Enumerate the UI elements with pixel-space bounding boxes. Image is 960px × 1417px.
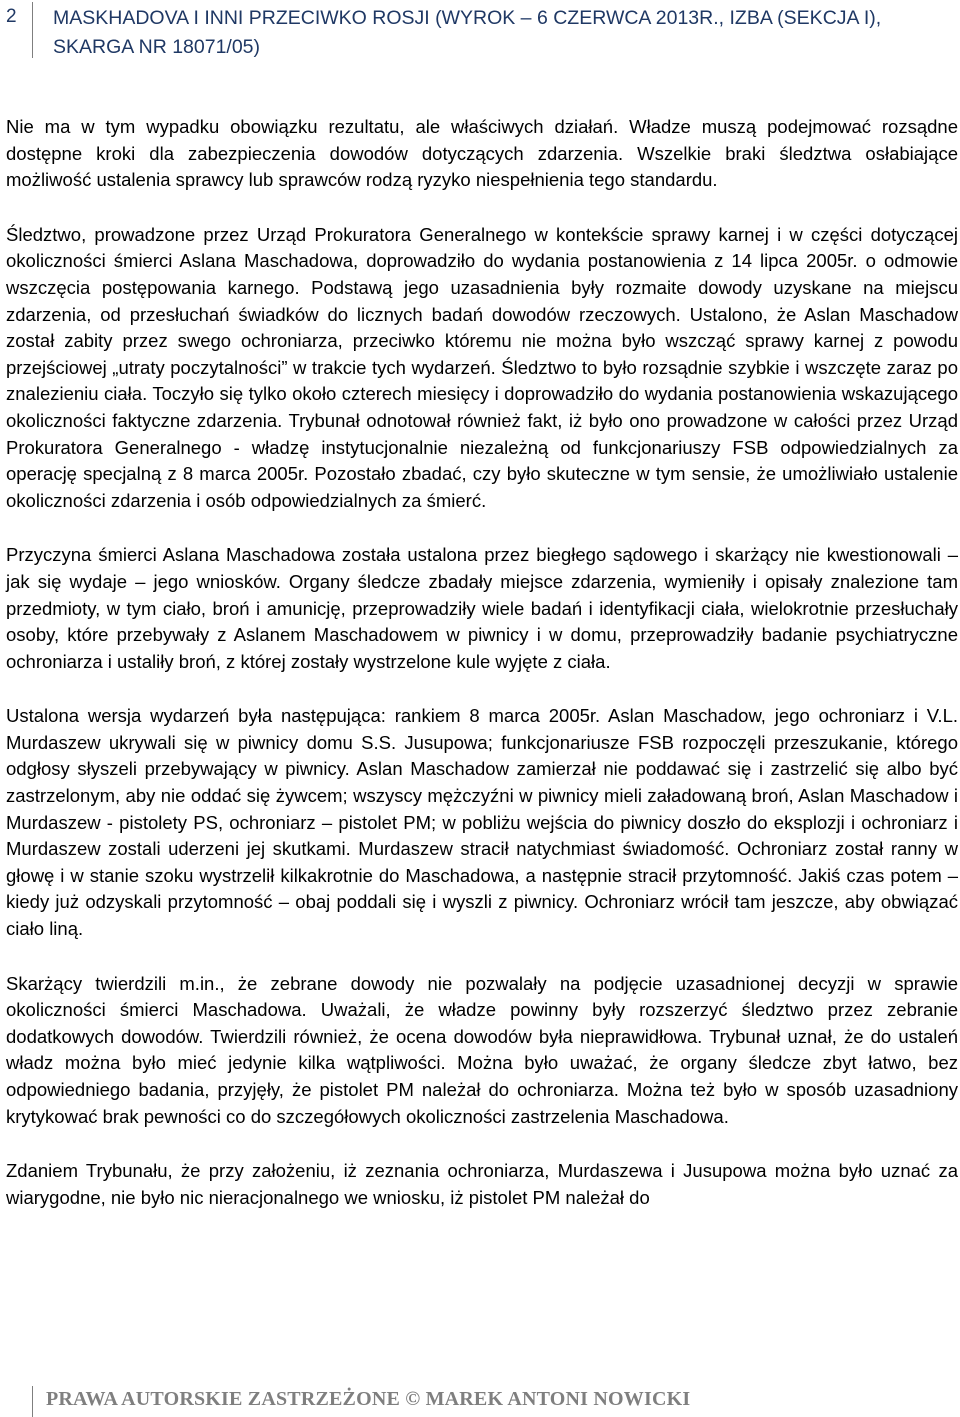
paragraph-4: Ustalona wersja wydarzeń była następująca: rankiem 8 marca 2005r. Aslan Maschadow, jego ochroniarz i V.L. Murdaszew ukrywali się w piwnicy domu S.S. Jusupowa; funkcjonariusze FSB rozpoczęli przeszukanie, którego odgłosy słyszeli przebywający w piwnicy. Aslan Maschadow zamierzał nie poddawać się i zastrzelić się albo być zastrzelonym, aby nie oddać się żywcem; wszyscy mężczyźni w piwnicy mieli załadowaną broń, Aslan Maschadow i Murdaszew - pistolety PS, ochroniarz – pistolet PM; w pobliżu wejścia do piwnicy doszło do eksplozji i ochroniarz i Murdaszew zostali uderzeni jej skutkami. Murdaszew stracił natychmiast świadomość. Ochroniarz został ranny w głowę i w stanie szoku wystrzelił kilkakrotnie do Maschadowa, a następnie stracił przytomność. Jakiś czas potem – kiedy już odzyskali przytomność – obaj poddali się i wyszli z piwnicy. Ochroniarz wrócił tam jeszcze, aby obwiązać ciało liną. xyxy=(6,705,958,940)
footer-divider xyxy=(32,1386,33,1417)
document-body xyxy=(6,114,958,1239)
page-footer xyxy=(0,1386,960,1417)
page-header xyxy=(0,0,960,64)
paragraph-3: Przyczyna śmierci Aslana Maschadowa została ustalona przez biegłego sądowego i skarżący nie kwestionowali – jak się wydaje – jego wniosków. Organy śledcze zbadały miejsce zdarzenia, wymieniły i opisały znalezione tam przedmioty, w tym ciało, broń i amunicję, przeprowadziły wiele badań i identyfikacji ciała, wielokrotnie przesłuchały osoby, które przebywały z Aslanem Maschadowem w piwnicy i w domu, przeprowadziły badanie psychiatryczne ochroniarza i ustaliły broń, z której zostały wystrzelone kule wyjęte z ciała. xyxy=(6,544,958,672)
page-number: 2 xyxy=(6,6,17,27)
paragraph-5: Skarżący twierdzili m.in., że zebrane dowody nie pozwalały na podjęcie uzasadnionej decyzji w sprawie okoliczności śmierci Maschadowa. Uważali, że władze powinny były rozszerzyć śledztwo przez zebranie dodatkowych dowodów. Twierdzili również, że ocena dowodów była nieprawidłowa. Trybunał uznał, że do ustaleń władz można było mieć jedynie kilka wątpliwości. Można było uważać, że organy śledcze zbyt łatwo, bez odpowiedniego badania, przyjęły, że pistolet PM należał do ochroniarza. Można też było w sposób uzasadniony krytykować brak pewności co do szczegółowych okoliczności zastrzelenia Maschadowa. xyxy=(6,972,958,1127)
paragraph-2: Śledztwo, prowadzone przez Urząd Prokuratora Generalnego w kontekście sprawy karnej i w części dotyczącej okoliczności śmierci Aslana Maschadowa, doprowadziło do wydania postanowienia z 14 lipca 2005r. o odmowie wszczęcia postępowania karnego. Podstawą jego uzasadnienia były rozmaite dowody uzyskane na miejscu zdarzenia, od przesłuchań świadków do licznych badań dowodów rzeczowych. Ustalono, że Aslan Maschadow został zabity przez swego ochroniarza, przeciwko któremu nie można było wszcząć sprawy karnej z powodu przejściowej „utraty poczytalności” w trakcie tych wydarzeń. Śledztwo to było rozsądnie szybkie i wszczęte zaraz po znalezieniu ciała. Toczyło się tylko około czterech miesięcy i doprowadziło do wydania postanowienia wskazującego okoliczności faktyczne zdarzenia. Trybunał odnotował również fakt, iż było ono prowadzone w całości przez Urząd Prokuratora Generalnego - władzę instytucjonalnie niezależną od funkcjonariuszy FSB odpowiedzialnych za operację specjalną z 8 marca 2005r. Pozostało zbadać, czy było skuteczne w tym sensie, że umożliwiało ustalenie okoliczności zdarzenia i osób odpowiedzialnych za śmierć. xyxy=(6,223,958,511)
document-title: MASKHADOVA I INNI PRZECIWKO ROSJI (WYROK – 6 CZERWCA 2013R., IZBA (SEKCJA I), SKARGA NR 18071/05) xyxy=(53,7,882,58)
paragraph-1: Nie ma w tym wypadku obowiązku rezultatu, ale właściwych działań. Władze muszą podejmować rozsądne dostępne kroki dla zabezpieczenia dowodów dotyczących zdarzenia. Wszelkie braki śledztwa osłabiające możliwość ustalenia sprawcy lub sprawców rodzą ryzyko niespełnienia tego standardu. xyxy=(6,116,958,191)
copyright-notice: PRAWA AUTORSKIE ZASTRZEŻONE © MAREK ANTONI NOWICKI xyxy=(46,1388,691,1410)
header-divider xyxy=(32,2,33,58)
paragraph-6: Zdaniem Trybunału, że przy założeniu, iż zeznania ochroniarza, Murdaszewa i Jusupowa można było uznać za wiarygodne, nie było nic nieracjonalnego we wniosku, iż pistolet PM należał do xyxy=(6,1160,958,1208)
